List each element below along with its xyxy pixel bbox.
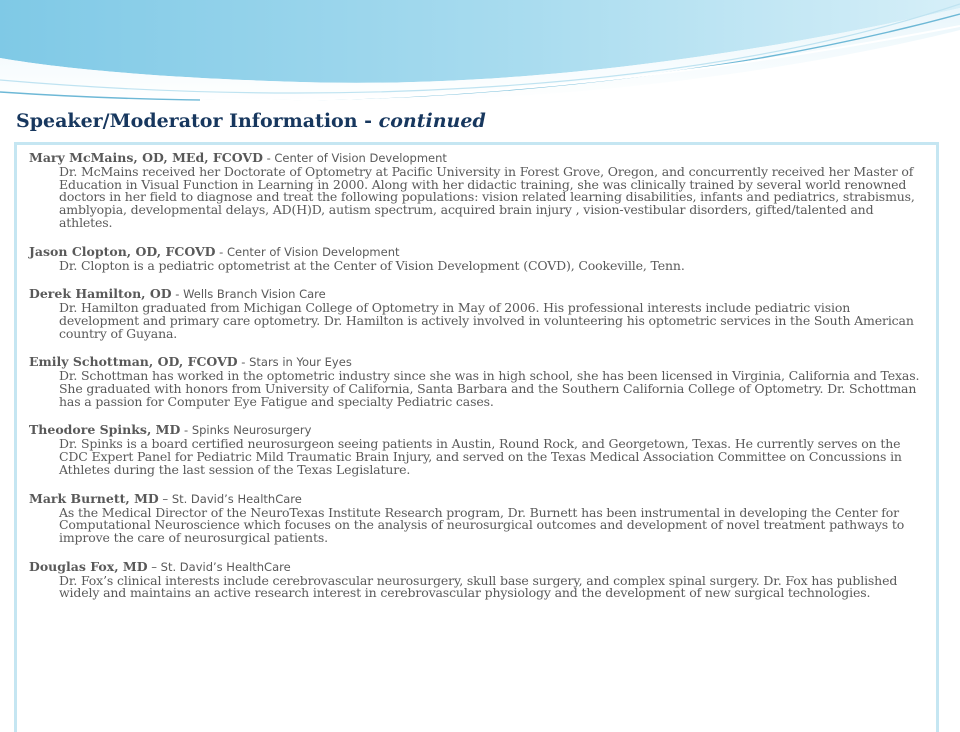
speaker-org-separator: -	[180, 423, 192, 438]
speaker-bio: Dr. McMains received her Doctorate of Optometry at Pacific University in Forest Grove, Oregon, and concurrently received her Master of Education in Visual Function in Learning in 2000. Along with her didactic training, she was clinically trained by several world renowned doctors in her field to diagnose and treat the following populations: vision related learning disabilities, infants and pediatrics, strabismus, amblyopia, developmental delays, AD(H)D, autism spectrum, acquired brain injury , vision-vestibular disorders, gifted/talented and athletes.	[59, 164, 915, 230]
speaker-organization: St. David’s HealthCare	[160, 559, 291, 574]
speaker-organization: Wells Branch Vision Care	[183, 287, 326, 302]
speaker-list	[29, 150, 921, 614]
speaker-name: Douglas Fox, MD	[29, 558, 148, 574]
speaker-name: Derek Hamilton, OD	[29, 286, 172, 302]
speaker-org-separator: -	[215, 244, 227, 259]
speaker-organization: Spinks Neurosurgery	[191, 423, 312, 438]
speaker-entry-burnett	[29, 491, 921, 545]
speaker-org-separator: –	[147, 559, 161, 574]
speaker-org-separator: –	[158, 491, 172, 506]
slide-title-separator: -	[357, 110, 379, 132]
speaker-name: Jason Clopton, OD, FCOVD	[29, 243, 216, 259]
slide-title	[16, 110, 486, 132]
speaker-entry-fox	[29, 559, 921, 600]
speaker-bio: As the Medical Director of the NeuroTexas Institute Research program, Dr. Burnett has been instrumental in developing the Center for Computational Neuroscience which focuses on the analysis of neurosurgical outcomes and development of novel treatment pathways to improve the care of neurosurgical patients.	[59, 504, 905, 545]
speaker-entry-mcmains	[29, 150, 921, 230]
speaker-bio: Dr. Hamilton graduated from Michigan College of Optometry in May of 2006. His professional interests include pediatric vision development and primary care optometry. Dr. Hamilton is actively involved in volunteering his optometric services in the South American country of Guyana.	[59, 300, 914, 341]
speaker-entry-hamilton	[29, 286, 921, 340]
header-wave-decoration	[0, 0, 960, 110]
speaker-bio: Dr. Fox’s clinical interests include cerebrovascular neurosurgery, skull base surgery, and complex spinal surgery. Dr. Fox has published widely and maintains an active research interest in cerebrovascular physiology and the development of new surgical technologies.	[59, 572, 898, 601]
speaker-list-box	[14, 142, 939, 732]
speaker-org-separator: -	[171, 287, 184, 302]
speaker-org-separator: -	[237, 355, 250, 370]
speaker-bio: Dr. Schottman has worked in the optometric industry since she was in high school, she has been licensed in Virginia, California and Texas. She graduated with honors from University of California, Santa Barbara and the Southern California College of Optometry. Dr. Schottman has a passion for Computer Eye Fatigue and specialty Pediatric cases.	[59, 368, 920, 409]
speaker-organization: Center of Vision Development	[274, 151, 447, 165]
speaker-entry-spinks	[29, 422, 921, 476]
speaker-organization: Stars in Your Eyes	[249, 355, 352, 370]
speaker-organization: St. David’s HealthCare	[171, 491, 302, 506]
speaker-bio: Dr. Spinks is a board certified neurosurgeon seeing patients in Austin, Round Rock, and Georgetown, Texas. He currently serves on the CDC Expert Panel for Pediatric Mild Traumatic Brain Injury, and served on the Texas Medical Association Committee on Concussions in Athletes during the last session of the Texas Legislature.	[59, 436, 902, 477]
speaker-name: Theodore Spinks, MD	[29, 422, 181, 438]
speaker-organization: Center of Vision Development	[227, 244, 400, 259]
speaker-bio: Dr. Clopton is a pediatric optometrist at the Center of Vision Development (COVD), Cookeville, Tenn.	[59, 257, 685, 273]
slide-title-main: Speaker/Moderator Information	[16, 110, 358, 132]
speaker-name: Emily Schottman, OD, FCOVD	[29, 354, 238, 370]
speaker-entry-clopton	[29, 244, 921, 273]
slide-title-continued: continued	[378, 110, 486, 132]
speaker-org-separator: -	[262, 151, 275, 165]
speaker-name: Mark Burnett, MD	[29, 490, 159, 506]
speaker-entry-schottman	[29, 354, 921, 408]
speaker-name: Mary McMains, OD, MEd, FCOVD	[29, 150, 263, 165]
